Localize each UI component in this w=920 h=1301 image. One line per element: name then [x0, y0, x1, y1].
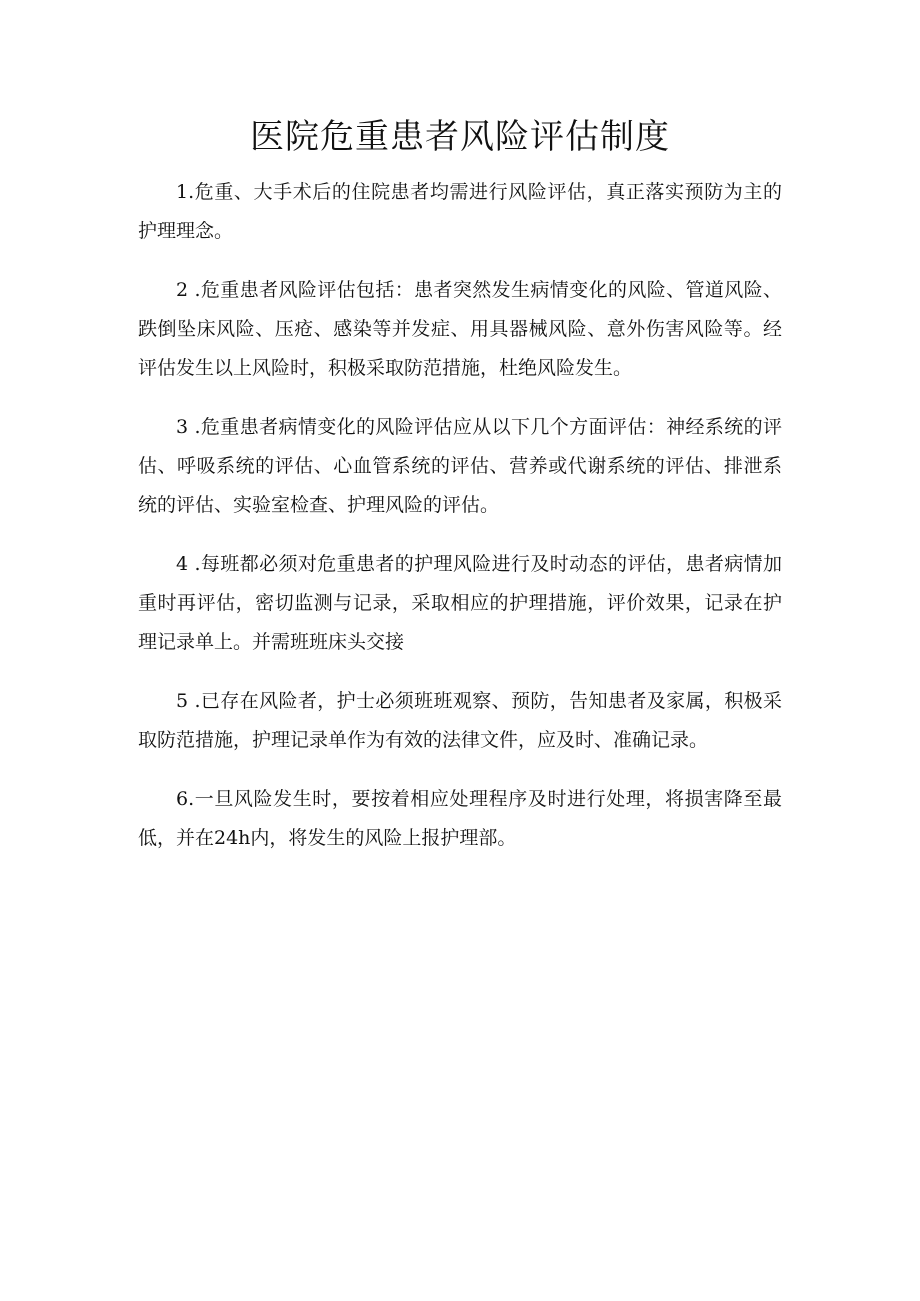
paragraph-1: 1.危重、大手术后的住院患者均需进行风险评估，真正落实预防为主的护理理念。 [138, 181, 782, 242]
paragraph-2: 2 .危重患者风险评估包括：患者突然发生病情变化的风险、管道风险、跌倒坠床风险、压疮、感染等并发症、用具器械风险、意外伤害风险等。经评估发生以上风险时，积极采取防范措施，杜绝风险发生。 [138, 279, 782, 379]
document-body [138, 173, 782, 858]
document-title: 医院危重患者风险评估制度 [250, 117, 670, 157]
paragraph-3: 3 .危重患者病情变化的风险评估应从以下几个方面评估：神经系统的评估、呼吸系统的评估、心血管系统的评估、营养或代谢系统的评估、排泄系统的评估、实验室检查、护理风险的评估。 [138, 416, 782, 516]
paragraph-4: 4 .每班都必须对危重患者的护理风险进行及时动态的评估，患者病情加重时再评估，密切监测与记录，采取相应的护理措施，评价效果，记录在护理记录单上。并需班班床头交接 [138, 553, 782, 653]
paragraph-6: 6.一旦风险发生时，要按着相应处理程序及时进行处理，将损害降至最低，并在24h内，将发生的风险上报护理部。 [138, 788, 782, 849]
paragraph-5: 5 .已存在风险者，护士必须班班观察、预防，告知患者及家属，积极采取防范措施，护理记录单作为有效的法律文件，应及时、准确记录。 [138, 690, 782, 751]
